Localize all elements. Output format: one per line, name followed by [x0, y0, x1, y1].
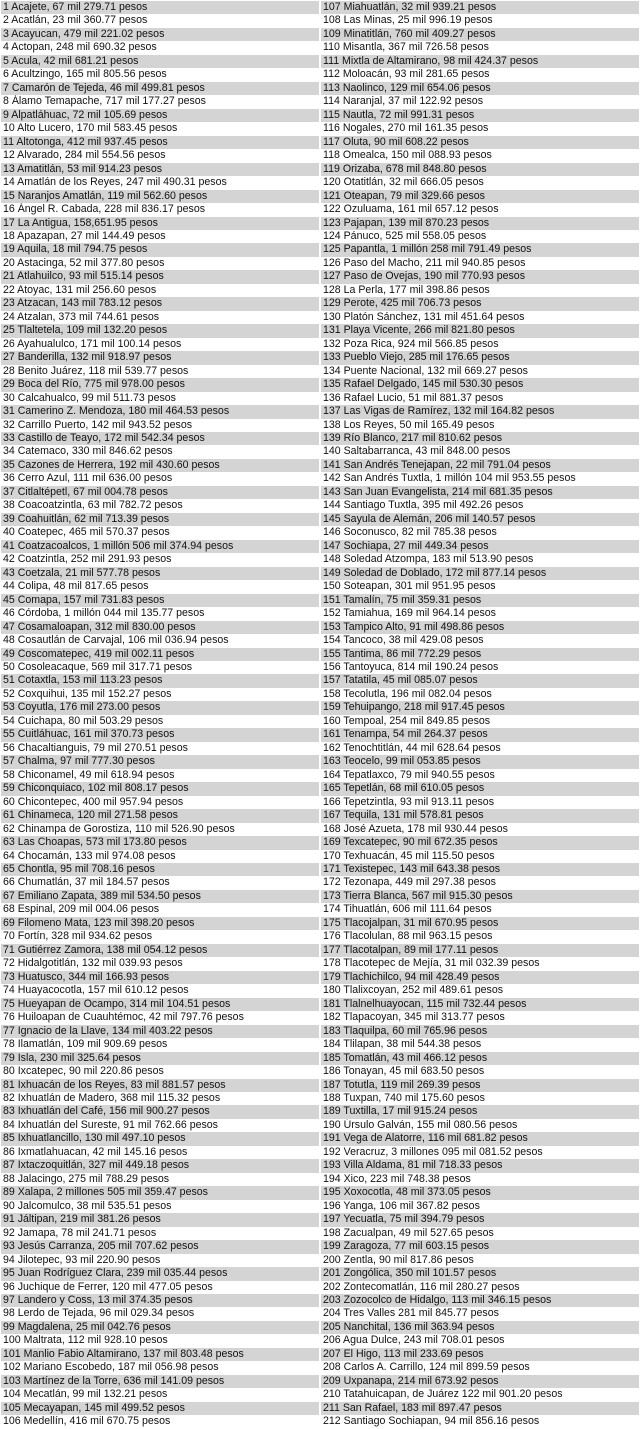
- list-item: 118 Omealca, 150 mil 088.93 pesos: [323, 149, 492, 162]
- list-item: 60 Chicontepec, 400 mil 957.94 pesos: [3, 795, 184, 808]
- list-item: 81 Ixhuacán de los Reyes, 83 mil 881.57 pesos: [1, 1079, 319, 1092]
- list-item: 206 Agua Dulce, 243 mil 708.01 pesos: [323, 1334, 505, 1347]
- list-item: 40 Coatepec, 465 mil 570.37 pesos: [3, 526, 170, 539]
- list-item: 164 Tepatlaxco, 79 mil 940.55 pesos: [323, 768, 495, 781]
- list-item: 182 Tlapacoyan, 345 mil 313.77 pesos: [323, 1011, 505, 1024]
- list-item: 211 San Rafael, 183 mil 897.47 pesos: [321, 1402, 639, 1415]
- list-item: 197 Yecuatla, 75 mil 394.79 pesos: [321, 1213, 639, 1226]
- list-item: 42 Coatzintla, 252 mil 291.93 pesos: [3, 553, 172, 566]
- list-item: 203 Zozocolco de Hidalgo, 113 mil 346.15 pesos: [321, 1294, 639, 1307]
- list-item: 89 Xalapa, 2 millones 505 mil 359.47 pesos: [1, 1186, 319, 1199]
- list-item: 20 Astacinga, 52 mil 377.80 pesos: [3, 256, 165, 269]
- list-item: 45 Comapa, 157 mil 731.83 pesos: [1, 594, 319, 607]
- list-item: 189 Tuxtilla, 17 mil 915.24 pesos: [321, 1105, 639, 1118]
- list-item: 162 Tenochtitlán, 44 mil 628.64 pesos: [323, 741, 501, 754]
- list-item: 168 José Azueta, 178 mil 930.44 pesos: [323, 822, 508, 835]
- list-item: 111 Mixtla de Altamirano, 98 mil 424.37 pesos: [321, 55, 639, 68]
- list-item: 5 Acula, 42 mil 681.21 pesos: [1, 55, 319, 68]
- list-item: 94 Jilotepec, 93 mil 220.90 pesos: [3, 1253, 161, 1266]
- list-item: 92 Jamapa, 78 mil 241.71 pesos: [3, 1226, 157, 1239]
- list-item: 180 Tlalixcoyan, 252 mil 489.61 pesos: [323, 984, 504, 997]
- list-item: 191 Vega de Alatorre, 116 mil 681.82 pesos: [321, 1132, 639, 1145]
- list-item: 85 Ixhuatlancillo, 130 mil 497.10 pesos: [1, 1132, 319, 1145]
- list-item: 129 Perote, 425 mil 706.73 pesos: [321, 297, 639, 310]
- list-item: 204 Tres Valles 281 mil 845.77 pesos: [323, 1307, 499, 1320]
- list-item: 210 Tatahuicapan, de Juárez 122 mil 901.20 pesos: [323, 1388, 563, 1401]
- list-item: 134 Puente Nacional, 132 mil 669.27 pesos: [323, 364, 528, 377]
- list-item: 124 Pánuco, 525 mil 558.05 pesos: [323, 229, 487, 242]
- list-item: 6 Acultzingo, 165 mil 805.56 pesos: [3, 68, 167, 81]
- list-item: 87 Ixtaczoquitlán, 327 mil 449.18 pesos: [1, 1159, 319, 1172]
- list-item: 105 Mecayapan, 145 mil 499.52 pesos: [1, 1402, 319, 1415]
- list-item: 52 Coxquihui, 135 mil 152.27 pesos: [3, 687, 172, 700]
- list-item: 28 Benito Juárez, 118 mil 539.77 pesos: [3, 364, 189, 377]
- list-item: 199 Zaragoza, 77 mil 603.15 pesos: [321, 1240, 639, 1253]
- list-item: 212 Santiago Sochiapan, 94 mil 856.16 pesos: [323, 1415, 540, 1428]
- list-item: 58 Chiconamel, 49 mil 618.94 pesos: [3, 768, 175, 781]
- list-item: 75 Hueyapan de Ocampo, 314 mil 104.51 pesos: [1, 998, 319, 1011]
- list-item: 108 Las Minas, 25 mil 996.19 pesos: [323, 14, 493, 27]
- list-item: 10 Alto Lucero, 170 mil 583.45 pesos: [3, 122, 178, 135]
- list-item: 44 Colipa, 48 mil 817.65 pesos: [3, 580, 149, 593]
- list-item: 70 Fortín, 328 mil 934.62 pesos: [3, 930, 152, 943]
- list-item: 135 Rafael Delgado, 145 mil 530.30 pesos: [321, 378, 639, 391]
- list-item: 22 Atoyac, 131 mil 256.60 pesos: [3, 283, 157, 296]
- list-item: 12 Alvarado, 284 mil 554.56 pesos: [3, 149, 166, 162]
- list-item: 110 Misantla, 367 mil 726.58 pesos: [323, 41, 489, 54]
- list-item: 187 Totutla, 119 mil 269.39 pesos: [321, 1079, 639, 1092]
- list-item: 179 Tlachichilco, 94 mil 428.49 pesos: [321, 971, 639, 984]
- list-item: 175 Tlacojalpan, 31 mil 670.95 pesos: [321, 917, 639, 930]
- list-item: 96 Juchique de Ferrer, 120 mil 477.05 pesos: [3, 1280, 213, 1293]
- list-item: 100 Maltrata, 112 mil 928.10 pesos: [3, 1334, 168, 1347]
- list-item: 53 Coyutla, 176 mil 273.00 pesos: [1, 701, 319, 714]
- list-item: 57 Chalma, 97 mil 777.30 pesos: [1, 755, 319, 768]
- list-item: 7 Camarón de Tejeda, 46 mil 499.81 pesos: [1, 82, 319, 95]
- list-item: 82 Ixhuatlán de Madero, 368 mil 115.32 pesos: [3, 1091, 221, 1104]
- list-item: 158 Tecolutla, 196 mil 082.04 pesos: [323, 687, 492, 700]
- list-item: 99 Magdalena, 25 mil 042.76 pesos: [1, 1321, 319, 1334]
- list-item: 196 Yanga, 106 mil 367.82 pesos: [323, 1199, 480, 1212]
- list-item: 167 Tequila, 131 mil 578.81 pesos: [321, 809, 639, 822]
- list-item: 188 Tuxpan, 740 mil 175.60 pesos: [323, 1091, 485, 1104]
- list-item: 128 La Perla, 177 mil 398.86 pesos: [323, 283, 490, 296]
- list-item: 83 Ixhuatlán del Café, 156 mil 900.27 pesos: [1, 1105, 319, 1118]
- list-item: 160 Tempoal, 254 mil 849.85 pesos: [323, 714, 491, 727]
- list-item: 30 Calcahualco, 99 mil 511.73 pesos: [3, 391, 176, 404]
- list-item: 147 Sochiapa, 27 mil 449.34 pesos: [321, 540, 639, 553]
- list-item: 68 Espinal, 209 mil 004.06 pesos: [3, 903, 160, 916]
- list-item: 136 Rafael Lucio, 51 mil 881.37 pesos: [323, 391, 504, 404]
- list-item: 26 Ayahualulco, 171 mil 100.14 pesos: [3, 337, 182, 350]
- list-item: 14 Amatlán de los Reyes, 247 mil 490.31 pesos: [3, 176, 227, 189]
- list-item: 38 Coacoatzintla, 63 mil 782.72 pesos: [3, 499, 183, 512]
- list-item: 143 San Juan Evangelista, 214 mil 681.35 pesos: [321, 486, 639, 499]
- list-item: 145 Sayula de Alemán, 206 mil 140.57 pesos: [321, 513, 639, 526]
- list-item: 114 Naranjal, 37 mil 122.92 pesos: [323, 95, 483, 108]
- list-item: 93 Jesús Carranza, 205 mil 707.62 pesos: [1, 1240, 319, 1253]
- list-item: 139 Río Blanco, 217 mil 810.62 pesos: [321, 432, 639, 445]
- list-item: 103 Martínez de la Torre, 636 mil 141.09 pesos: [1, 1375, 319, 1388]
- list-item: 152 Tamiahua, 169 mil 964.14 pesos: [323, 607, 496, 620]
- list-item: 148 Soledad Atzompa, 183 mil 513.90 pesos: [323, 553, 534, 566]
- left-column: [1, 1, 319, 1429]
- list-item: 104 Mecatlán, 99 mil 132.21 pesos: [3, 1388, 168, 1401]
- list-item: 11 Altotonga, 412 mil 937.45 pesos: [1, 136, 319, 149]
- list-item: 48 Cosautlán de Carvajal, 106 mil 036.94 pesos: [3, 634, 229, 647]
- list-item: 155 Tantima, 86 mil 772.29 pesos: [321, 648, 639, 661]
- list-item: 64 Chocamán, 133 mil 974.08 pesos: [3, 849, 176, 862]
- list-item: 142 San Andrés Tuxtla, 1 millón 104 mil 953.55 pesos: [323, 472, 576, 485]
- list-item: 130 Platón Sánchez, 131 mil 451.64 pesos: [323, 310, 525, 323]
- list-item: 2 Acatlán, 23 mil 360.77 pesos: [3, 14, 148, 27]
- list-item: 66 Chumatlán, 37 mil 184.57 pesos: [3, 876, 170, 889]
- list-item: 90 Jalcomulco, 38 mil 535.51 pesos: [3, 1199, 172, 1212]
- list-item: 116 Nogales, 270 mil 161.35 pesos: [323, 122, 489, 135]
- list-item: 151 Tamalín, 75 mil 359.31 pesos: [321, 594, 639, 607]
- list-item: 113 Naolinco, 129 mil 654.06 pesos: [321, 82, 639, 95]
- list-item: 207 El Higo, 113 mil 233.69 pesos: [321, 1348, 639, 1361]
- list-item: 49 Coscomatepec, 419 mil 002.11 pesos: [1, 648, 319, 661]
- list-item: 15 Naranjos Amatlán, 119 mil 562.60 pesos: [1, 190, 319, 203]
- list-item: 157 Tatatila, 45 mil 085.07 pesos: [321, 674, 639, 687]
- list-item: 72 Hidalgotitlán, 132 mil 039.93 pesos: [3, 957, 183, 970]
- list-item: 4 Actopan, 248 mil 690.32 pesos: [3, 41, 157, 54]
- list-item: 17 La Antigua, 158,651.95 pesos: [1, 217, 319, 230]
- list-item: 8 Álamo Temapache, 717 mil 177.27 pesos: [3, 95, 206, 108]
- list-item: 25 Tlaltetela, 109 mil 132.20 pesos: [1, 324, 319, 337]
- list-item: 120 Otatitlán, 32 mil 666.05 pesos: [323, 176, 484, 189]
- list-item: 159 Tehuipango, 218 mil 917.45 pesos: [321, 701, 639, 714]
- list-item: 109 Minatitlán, 760 mil 409.27 pesos: [321, 28, 639, 41]
- list-item: 34 Catemaco, 330 mil 846.62 pesos: [3, 445, 173, 458]
- list-item: 132 Poza Rica, 924 mil 566.85 pesos: [323, 337, 499, 350]
- list-item: 123 Pajapan, 139 mil 870.23 pesos: [321, 217, 639, 230]
- list-item: 156 Tantoyuca, 814 mil 190.24 pesos: [323, 660, 499, 673]
- list-item: 201 Zongólica, 350 mil 101.57 pesos: [321, 1267, 639, 1280]
- list-item: 63 Las Choapas, 573 mil 173.80 pesos: [1, 836, 319, 849]
- list-item: 184 Tlilapan, 38 mil 544.38 pesos: [323, 1038, 482, 1051]
- list-item: 102 Mariano Escobedo, 187 mil 056.98 pesos: [3, 1361, 219, 1374]
- list-item: 36 Cerro Azul, 111 mil 636.00 pesos: [3, 472, 173, 485]
- list-item: 9 Alpatláhuac, 72 mil 105.69 pesos: [1, 109, 319, 122]
- list-item: 133 Pueblo Viejo, 285 mil 176.65 pesos: [321, 351, 639, 364]
- list-item: 27 Banderilla, 132 mil 918.97 pesos: [1, 351, 319, 364]
- list-item: 69 Filomeno Mata, 123 mil 398.20 pesos: [1, 917, 319, 930]
- list-item: 176 Tlacolulan, 88 mil 963.15 pesos: [323, 930, 493, 943]
- list-item: 23 Atzacan, 143 mil 783.12 pesos: [1, 297, 319, 310]
- list-item: 54 Cuichapa, 80 mil 503.29 pesos: [3, 714, 164, 727]
- right-column: [321, 1, 639, 1429]
- list-item: 56 Chacaltianguis, 79 mil 270.51 pesos: [3, 741, 188, 754]
- list-item: 107 Miahuatlán, 32 mil 939.21 pesos: [321, 1, 639, 14]
- list-item: 205 Nanchital, 136 mil 363.94 pesos: [321, 1321, 639, 1334]
- list-item: 190 Úrsulo Galván, 155 mil 080.56 pesos: [323, 1118, 518, 1131]
- list-item: 170 Texhuacán, 45 mil 115.50 pesos: [323, 849, 495, 862]
- list-item: 62 Chinampa de Gorostiza, 110 mil 526.90 pesos: [3, 822, 235, 835]
- list-item: 122 Ozuluama, 161 mil 657.12 pesos: [323, 203, 499, 216]
- list-item: 165 Tepetlán, 68 mil 610.05 pesos: [321, 782, 639, 795]
- list-item: 183 Tlaquilpa, 60 mil 765.96 pesos: [321, 1025, 639, 1038]
- list-item: 200 Zentla, 90 mil 817.86 pesos: [323, 1253, 474, 1266]
- list-item: 169 Texcatepec, 90 mil 672.35 pesos: [321, 836, 639, 849]
- list-item: 150 Soteapan, 301 mil 951.95 pesos: [323, 580, 496, 593]
- list-item: 166 Tepetzintla, 93 mil 913.11 pesos: [323, 795, 494, 808]
- list-item: 76 Huiloapan de Cuauhtémoc, 42 mil 797.76 pesos: [3, 1011, 244, 1024]
- list-item: 37 Citlaltépetl, 67 mil 004.78 pesos: [1, 486, 319, 499]
- list-item: 80 Ixcatepec, 90 mil 220.86 pesos: [3, 1065, 164, 1078]
- list-item: 115 Nautla, 72 mil 991.31 pesos: [321, 109, 639, 122]
- list-item: 97 Landero y Coss, 13 mil 374.35 pesos: [1, 1294, 319, 1307]
- list-item: 193 Villa Aldama, 81 mil 718.33 pesos: [321, 1159, 639, 1172]
- list-item: 47 Cosamaloapan, 312 mil 830.00 pesos: [1, 621, 319, 634]
- list-item: 149 Soledad de Doblado, 172 mil 877.14 pesos: [321, 567, 639, 580]
- list-item: 194 Xico, 223 mil 748.38 pesos: [323, 1172, 471, 1185]
- list-item: 21 Atlahuilco, 93 mil 515.14 pesos: [1, 270, 319, 283]
- list-item: 98 Lerdo de Tejada, 96 mil 029.34 pesos: [3, 1307, 195, 1320]
- list-item: 126 Paso del Macho, 211 mil 940.85 pesos: [323, 256, 526, 269]
- list-item: 177 Tlacotalpan, 89 mil 177.11 pesos: [321, 944, 639, 957]
- list-item: 186 Tonayan, 45 mil 683.50 pesos: [323, 1065, 485, 1078]
- list-item: 51 Cotaxtla, 153 mil 113.23 pesos: [1, 674, 319, 687]
- list-item: 32 Carrillo Puerto, 142 mil 943.52 pesos: [3, 418, 193, 431]
- list-item: 67 Emiliano Zapata, 389 mil 534.50 pesos: [1, 890, 319, 903]
- list-item: 112 Moloacán, 93 mil 281.65 pesos: [323, 68, 490, 81]
- list-item: 198 Zacualpan, 49 mil 527.65 pesos: [323, 1226, 494, 1239]
- list-item: 174 Tihuatlán, 606 mil 111.64 pesos: [323, 903, 492, 916]
- list-item: 78 Ilamatlán, 109 mil 909.69 pesos: [3, 1038, 168, 1051]
- list-item: 50 Cosoleacaque, 569 mil 317.71 pesos: [3, 660, 193, 673]
- list-item: 192 Veracruz, 3 millones 095 mil 081.52 pesos: [323, 1145, 543, 1158]
- list-item: 39 Coahuitlán, 62 mil 713.39 pesos: [1, 513, 319, 526]
- list-item: 106 Medellín, 416 mil 670.75 pesos: [3, 1415, 171, 1428]
- list-item: 131 Playa Vicente, 266 mil 821.80 pesos: [321, 324, 639, 337]
- list-item: 33 Castillo de Teayo, 172 mil 542.34 pesos: [1, 432, 319, 445]
- list-item: 65 Chontla, 95 mil 708.16 pesos: [1, 863, 319, 876]
- list-item: 61 Chinameca, 120 mil 271.58 pesos: [1, 809, 319, 822]
- list-item: 79 Isla, 230 mil 325.64 pesos: [1, 1052, 319, 1065]
- list-item: 127 Paso de Ovejas, 190 mil 770.93 pesos: [321, 270, 639, 283]
- list-item: 209 Uxpanapa, 214 mil 673.92 pesos: [321, 1375, 639, 1388]
- list-item: 19 Aquila, 18 mil 794.75 pesos: [1, 243, 319, 256]
- list-item: 46 Córdoba, 1 millón 044 mil 135.77 pesos: [3, 607, 205, 620]
- list-item: 24 Atzalan, 373 mil 744.61 pesos: [3, 310, 160, 323]
- list-item: 29 Boca del Río, 775 mil 978.00 pesos: [1, 378, 319, 391]
- list-item: 3 Acayucan, 479 mil 221.02 pesos: [1, 28, 319, 41]
- list-item: 140 Saltabarranca, 43 mil 848.00 pesos: [323, 445, 511, 458]
- list-item: 88 Jalacingo, 275 mil 788.29 pesos: [3, 1172, 170, 1185]
- list-item: 154 Tancoco, 38 mil 429.08 pesos: [323, 634, 484, 647]
- list-item: 95 Juan Rodríguez Clara, 239 mil 035.44 pesos: [1, 1267, 319, 1280]
- list-item: 173 Tierra Blanca, 567 mil 915.30 pesos: [321, 890, 639, 903]
- list-item: 86 Ixmatlahuacan, 42 mil 145.16 pesos: [3, 1145, 188, 1158]
- list-item: 119 Orizaba, 678 mil 848.80 pesos: [321, 163, 639, 176]
- list-item: 31 Camerino Z. Mendoza, 180 mil 464.53 pesos: [1, 405, 319, 418]
- list-item: 55 Cuitláhuac, 161 mil 370.73 pesos: [1, 728, 319, 741]
- list-item: 141 San Andrés Tenejapan, 22 mil 791.04 pesos: [321, 459, 639, 472]
- list-item: 91 Jáltipan, 219 mil 381.26 pesos: [1, 1213, 319, 1226]
- list-item: 195 Xoxocotla, 48 mil 373.05 pesos: [321, 1186, 639, 1199]
- list-item: 153 Tampico Alto, 91 mil 498.86 pesos: [321, 621, 639, 634]
- list-item: 161 Tenampa, 54 mil 264.37 pesos: [321, 728, 639, 741]
- list-item: 1 Acajete, 67 mil 279.71 pesos: [1, 1, 319, 14]
- list-item: 181 Tlalnelhuayocan, 115 mil 732.44 pesos: [321, 998, 639, 1011]
- list-item: 84 Ixhuatlán del Sureste, 91 mil 762.66 pesos: [3, 1118, 218, 1131]
- list-item: 138 Los Reyes, 50 mil 165.49 pesos: [323, 418, 495, 431]
- list-item: 41 Coatzacoalcos, 1 millón 506 mil 374.94 pesos: [1, 540, 319, 553]
- list-item: 59 Chiconquiaco, 102 mil 808.17 pesos: [1, 782, 319, 795]
- list-item: 146 Soconusco, 82 mil 785.38 pesos: [323, 526, 497, 539]
- list-item: 117 Oluta, 90 mil 608.22 pesos: [321, 136, 639, 149]
- list-item: 171 Texistepec, 143 mil 643.38 pesos: [321, 863, 639, 876]
- list-item: 16 Ángel R. Cabada, 228 mil 836.17 pesos: [3, 203, 206, 216]
- list-item: 178 Tlacotepec de Mejía, 31 mil 032.39 pesos: [323, 957, 540, 970]
- list-item: 13 Amatitlán, 53 mil 914.23 pesos: [1, 163, 319, 176]
- list-item: 71 Gutiérrez Zamora, 138 mil 054.12 pesos: [1, 944, 319, 957]
- list-item: 202 Zontecomatlán, 116 mil 280.27 pesos: [323, 1280, 520, 1293]
- list-item: 172 Tezonapa, 449 mil 297.38 pesos: [323, 876, 496, 889]
- list-item: 163 Teocelo, 99 mil 053.85 pesos: [321, 755, 639, 768]
- list-item: 185 Tomatlán, 43 mil 466.12 pesos: [321, 1052, 639, 1065]
- list-item: 35 Cazones de Herrera, 192 mil 430.60 pesos: [1, 459, 319, 472]
- list-item: 121 Oteapan, 79 mil 329.66 pesos: [321, 190, 639, 203]
- list-item: 77 Ignacio de la Llave, 134 mil 403.22 pesos: [1, 1025, 319, 1038]
- list-item: 74 Huayacocotla, 157 mil 610.12 pesos: [3, 984, 189, 997]
- list-item: 144 Santiago Tuxtla, 395 mil 492.26 pesos: [323, 499, 524, 512]
- list-item: 101 Manlio Fabio Altamirano, 137 mil 803.48 pesos: [1, 1348, 319, 1361]
- list-item: 43 Coetzala, 21 mil 577.78 pesos: [1, 567, 319, 580]
- list-item: 208 Carlos A. Carrillo, 124 mil 899.59 pesos: [323, 1361, 530, 1374]
- list-item: 73 Huatusco, 344 mil 166.93 pesos: [1, 971, 319, 984]
- list-item: 18 Apazapan, 27 mil 144.49 pesos: [3, 229, 166, 242]
- list-item: 125 Papantla, 1 millón 258 mil 791.49 pesos: [321, 243, 639, 256]
- list-item: 137 Las Vigas de Ramírez, 132 mil 164.82 pesos: [321, 405, 639, 418]
